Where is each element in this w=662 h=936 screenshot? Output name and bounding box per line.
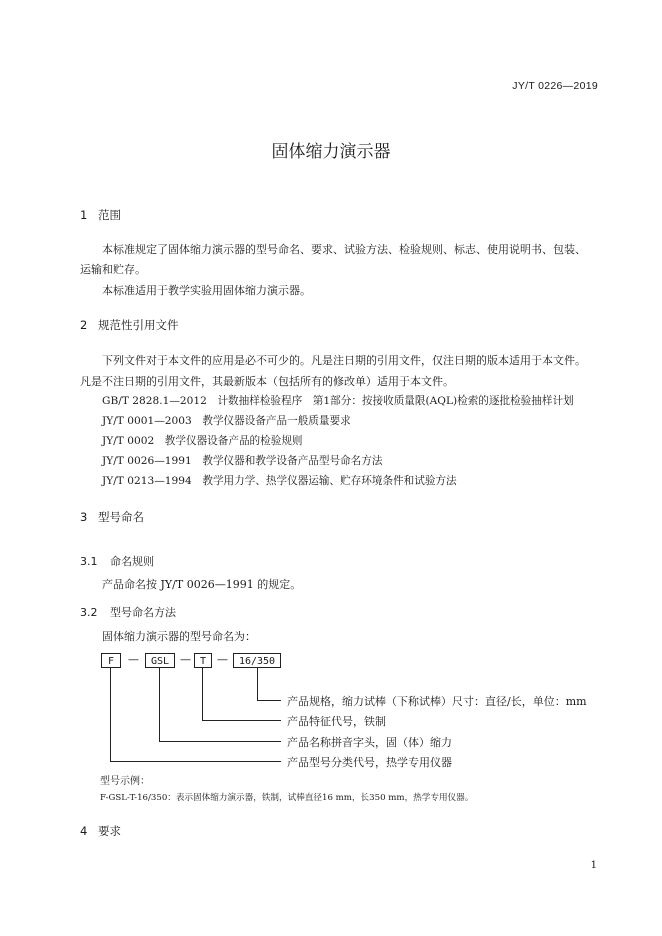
reference-item: JY/T 0002 教学仪器设备产品的检验规则 [102,435,303,447]
model-box-name-initials: GSL [145,653,175,668]
standard-code: JY/T 0226—2019 [512,80,598,92]
section-title: 范围 [98,208,121,222]
reference-item: JY/T 0026—1991 教学仪器和教学设备产品型号命名方法 [102,455,383,467]
annotation-classification: 产品型号分类代号，热学专用仪器 [287,756,452,769]
page-number: 1 [590,860,597,871]
model-box-classification: F [101,653,121,668]
section-3-heading [80,509,144,525]
section-1-heading [80,207,121,223]
connector-line [202,668,203,721]
section-2-intro-line-1: 下列文件对于本文件的应用是必不可少的。凡是注日期的引用文件，仅注日期的版本适用于本文件。 [102,354,586,367]
model-dash: — [180,653,191,666]
connector-line [159,741,281,742]
model-dash: — [217,653,228,666]
section-number: 2 [80,318,88,332]
section-2-heading [80,317,179,333]
annotation-feature: 产品特征代号，铁制 [287,715,386,728]
section-number: 3 [80,510,88,524]
section-title: 规范性引用文件 [98,318,179,332]
section-1-paragraph-1-line-2: 运输和贮存。 [80,263,146,276]
connector-line [257,700,281,701]
reference-item: JY/T 0213—1994 教学用力学、热学仪器运输、贮存环境条件和试验方法 [102,475,457,487]
example-text: F-GSL-T-16/350：表示固体缩力演示器，铁制，试棒直径16 mm，长350 mm，热学专用仪器。 [100,793,474,803]
section-number: 3.1 [80,555,98,568]
connector-line [110,668,111,762]
model-box-feature: T [194,653,212,668]
section-number: 1 [80,208,88,222]
section-title: 型号命名方法 [110,606,176,619]
section-3-1-text: 产品命名按 JY/T 0026—1991 的规定。 [102,578,302,591]
section-title: 命名规则 [110,555,154,568]
reference-item: GB/T 2828.1—2012 计数抽样检验程序 第1部分：按接收质量限(AQL)检索的逐批检验抽样计划 [102,395,574,407]
annotation-name-initials: 产品名称拼音字头，固（体）缩力 [287,736,452,749]
connector-line [159,668,160,742]
section-3-1-heading [80,553,154,569]
section-title: 要求 [98,824,121,838]
reference-item: JY/T 0001—2003 教学仪器设备产品一般质量要求 [102,415,351,427]
example-label: 型号示例： [100,776,150,787]
section-1-paragraph-1-line-1: 本标准规定了固体缩力演示器的型号命名、要求、试验方法、检验规则、标志、使用说明书、包装、 [102,243,586,256]
model-box-spec: 16/350 [233,653,281,668]
annotation-spec: 产品规格，缩力试棒（下称试棒）尺寸：直径/长，单位：mm [287,695,587,708]
connector-line [110,761,281,762]
section-1-paragraph-2: 本标准适用于教学实验用固体缩力演示器。 [102,284,311,297]
section-3-2-heading [80,604,176,620]
section-number: 4 [80,824,88,838]
connector-line [257,668,258,701]
section-number: 3.2 [80,606,98,619]
section-2-intro-line-2: 凡是不注日期的引用文件，其最新版本（包括所有的修改单）适用于本文件。 [80,375,454,388]
document-title: 固体缩力演示器 [271,142,391,162]
section-title: 型号命名 [98,510,144,524]
connector-line [202,720,281,721]
section-3-2-text: 固体缩力演示器的型号命名为： [102,630,256,643]
section-4-heading [80,823,121,839]
model-dash: — [128,653,139,666]
